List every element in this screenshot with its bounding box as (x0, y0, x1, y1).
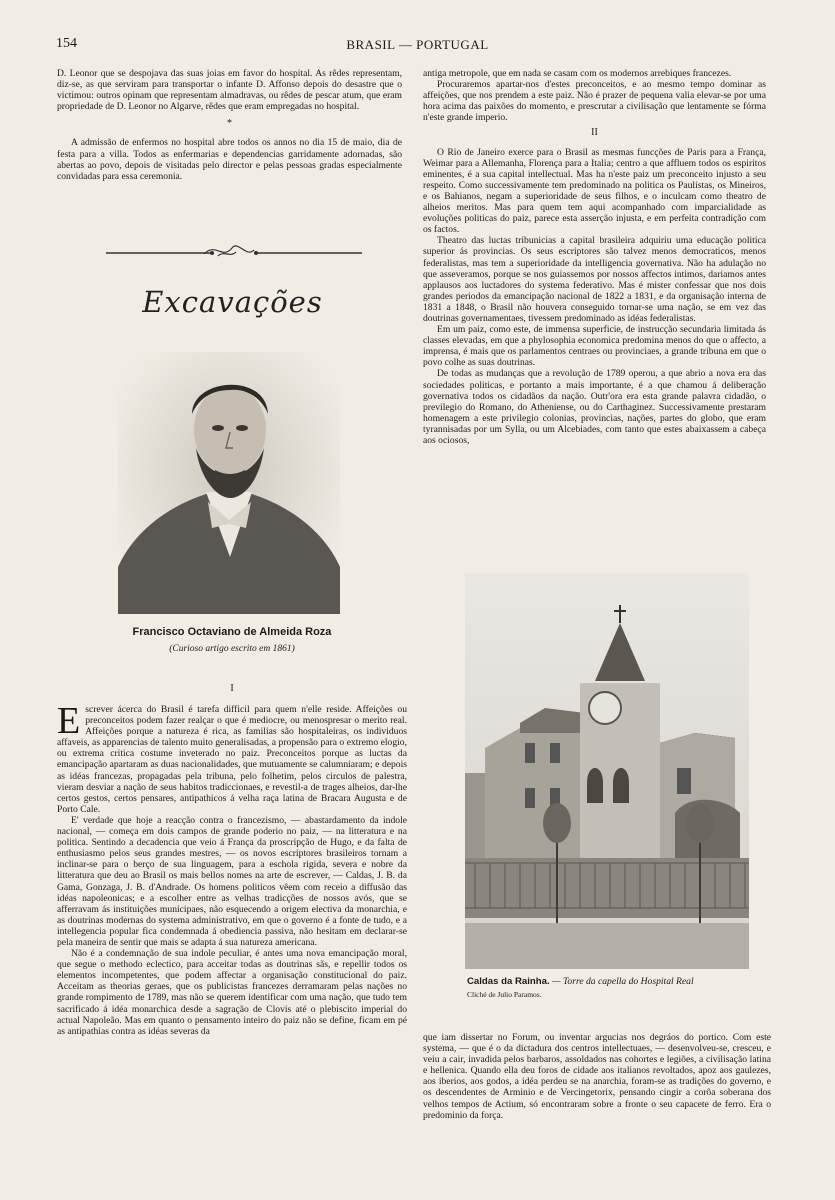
paragraph: Theatro das luctas tribunicias a capital brasileira adquiriu uma educação politica superior ás provincias. Os seus escriptores são talvez menos democraticos, menos federalistas, mas tem a superioridade da intelligencia governativa. Não ha adulação no que asseveramos, porque se nos guiassemos por nossos affectos intimos, dariamos antes applausos aos luctadores do systema federativo. Mas é mister confessar que nos dois grandes periodos da emancipação nacional de 1822 a 1831, e da organisação interna de 1831 a 1848, o Brasil não houvera conseguido tornar-se uma nação, se em vez das doutrinas governamentaes, tivessem predominado as idéas federalistas. (423, 235, 766, 324)
right-column-top (423, 68, 766, 446)
paragraph: E' verdade que hoje a reacção contra o francezismo, — abastardamento da indole nacional, — começa em dois campos de grande poderio no paiz, — na litteratura e na politica. Sentindo a decadencia que veio á França da proscripção de Hugo, e da falta de enthusiasmo pelos seus grandes mestres, — os novos escriptores brasileiros tornam a inclinar-se para o berço de sua linguagem, para a eschola rigida, severa e nobre da litteratura que deu ao Brasil os mais bellos nomes na arte de escrever, — Caldas, J. B. da Gama, Gonzaga, J. B. d'Andrade. Os homens politicos vêem com receio a diffusão das idéas napoleonicas; e a escolher entre as velhas tradicções de nossos avós, que se afferravam ás instituições municipaes, não esquecendo a origem electiva da monarchia, e as doutrinas modernas do systema administrativo, em que o governo é a fonte de tudo, e a intellegencia popular fica condemnada á obediencia passiva, não hesitam em declarar-se pela maneira de sentir que mais se adapta á sua natureza americana. (57, 814, 407, 948)
part-one-heading: I (230, 683, 234, 694)
paragraph: A admissão de enfermos no hospital abre todos os annos no dia 15 de maio, dia de festa para a villa. Todos as enfermarias e dependencias garridamente adornadas, são abertas ao povo, depois de visitadas pelo director e pelas pessoas gradas especialmente convidadas para essa ceremonia. (57, 137, 402, 182)
page-number: 154 (56, 36, 77, 51)
left-column-bottom (57, 700, 407, 1037)
paragraph-text: screver ácerca do Brasil é tarefa difficil para quem n'elle reside. Affeições ou preconceitos podem fazer realçar o que é mediocre, ou menospresar o merito real. Affeições porque a natureza é rica, as familias são hospitaleiras, os individuos affaveis, as apparencias de talento muito generalisadas, a propensão para o extremo elogio, ou extrema critica costume inveterado no paiz. Preconceitos porque as luctas da emancipação apartaram as duas nacionalidades, que mutuamente se calumniaram; e depois as idéas francezas, propagadas pela tribuna, pelo folhetim, pelos circulos de palestra, vieram desviar a nação de seus habitos tradiccionaes, e revestil-a de trages alheios, dar-lhe certos gestos, certos pensares, antipathicos á velha raça latina de Bracara Augusta e de Porto Cale. (57, 704, 407, 815)
paragraph: Não é a condemnação de sua indole peculiar, é antes uma nova emancipação moral, que segue o methodo eclectico, para acceitar todas as doutrinas sãs, e repellir todos os elementos incompetentes, que podem affectar a organisação constitucional do paiz. Acceitam as theorias geraes, que os publicistas francezes derramaram pelas nações no grande rompimento de 1789, mas não se querem identificar com uma nação, que tudo tem sacrificado á idéa monarchica desde a sagração de Clovis até o plebiscito imperial do actual Napoleão. Mas em quanto o pensamento inteiro do paiz não se define, ficam em pé as antipathias contra as idéas severas da (57, 948, 407, 1037)
photo-caption-text: — Torre da capella do Hospital Real (549, 976, 694, 987)
section-title: Excavações (142, 285, 323, 319)
running-title: BRASIL — PORTUGAL (346, 37, 489, 52)
paragraph: O Rio de Janeiro exerce para o Brasil as mesmas funcções de Paris para a França, Weimar para a Allemanha, Florença para a Italia; centro a que affluem todos os espiritos eminentes, é a sua capital intellectual. Mas ha n'este paiz um preconceito injusto a seu respeito. Como successivamente tem predominado na politica os Paulistas, os Mineiros, e os Bahianos, negam a superioridade de seus filhos, e o inculcam como theatro de alheios meritos. Mas para quem tem aqui acompanhado com imparcialidade as evoluções politicas do paiz, parece esta asserção injusta, e em perfeita contradição com os factos. (423, 146, 766, 236)
photo-caption (467, 976, 757, 987)
paragraph (57, 700, 407, 815)
asterisk-separator: * (227, 118, 232, 130)
paragraph: D. Leonor que se despojava das suas joias em favor do hospital. As rêdes representam, diz-se, as que serviram para transportar o infante D. Affonso depois do desastre que o victimou: outros opinam que representam almadravas, ou rêdes de pescar atum, que eram propriedade de D. Leonor no Algarve, rêdes que eram empregadas no hospital. (57, 68, 402, 113)
paragraph: que iam dissertar no Forum, ou inventar argucias nos degráos do portico. Com este systema, — que é o da dictadura dos centros intellectuaes, — desenvolveu-se, cresceu, e veiu a cair, invadida pelos barbaros, assoldados nas cohortes e legiões, a civilisação latina e hellenica. Quando ella deu foros de cidade aos italianos revoltados, apoz aos gaulezes, aos iberios, aos godos, a idéa perdeu se na anarchia, foram-se as tradições do governo, e os descendentes de Arminio e de Vercingetorix, pensando cingir a corôa soberana dos velhos tempos de Actium, só encontraram sobre a fronte o seu capacete de ferro. Era o predominio da força. (423, 1032, 771, 1121)
part-two-heading: II (591, 127, 598, 139)
paragraph: Procuraremos apartar-nos d'estes preconceitos, e ao mesmo tempo dominar as affeições, que nos prendem a este paiz. Não é prazer de pequena valia elevar-se por uma hora acima das paixões do momento, e prescrutar a civilisação que lentamente se fórma n'este grande imperio. (423, 79, 766, 124)
paragraph: antiga metropole, que em nada se casam com os modernos arrebiques francezes. (423, 68, 732, 79)
paragraph: De todas as mudanças que a revolução de 1789 operou, a que abrio a nova era das sociedades politicas, e portanto a mais importante, é a que chamou á deliberação governativa todos os cidadãos da nação. Outr'ora era esta grande palavra cidadão, o previlegio do Romano, do Atheniense, ou do Carthaginez. Successivamente prestaram homenagem a este privilegio colonias, provincias, nações, partes do globo, que eram tyrannisadas por um Sylla, ou um Alcebiades, com tanto que estes abaixassem a cabeça aos ociosos, (423, 368, 766, 446)
paragraph: Em um paiz, como este, de immensa superficie, de instrucção secundaria limitada ás classes elevadas, em que a phylosophia economica predomina menos do que o affecto, a imprensa, é mais que os parlamentos centraes ou provinciaes, a grande tribuna em que o povo colhe as suas doutrinas. (423, 324, 766, 369)
left-column-top (57, 68, 402, 182)
drop-cap: E (57, 700, 81, 742)
photo-credit: Cliché de Julio Paramos. (467, 990, 542, 999)
decorative-ornament (104, 238, 364, 264)
photograph-chapel-tower (465, 573, 749, 969)
portrait-subcaption: (Curioso artigo escrito em 1861) (169, 644, 295, 654)
portrait-caption: Francisco Octaviano de Almeida Roza (132, 626, 332, 638)
portrait-engraving (118, 352, 340, 614)
right-column-bottom (423, 1032, 771, 1121)
photo-caption-title: Caldas da Rainha. (467, 976, 550, 987)
